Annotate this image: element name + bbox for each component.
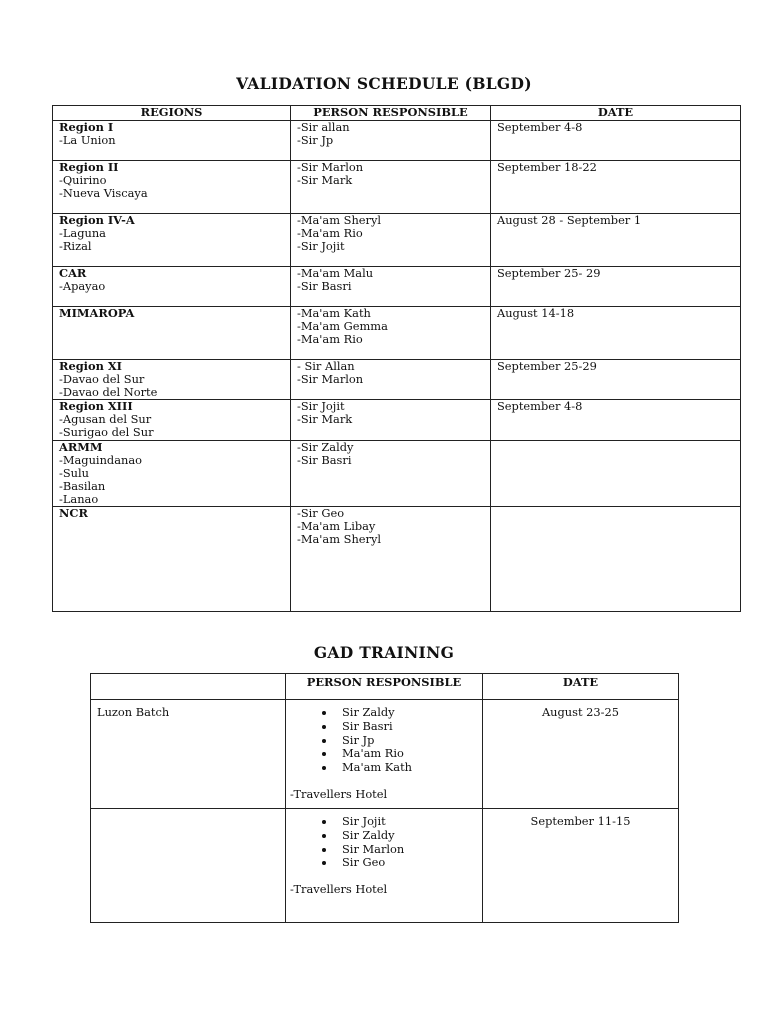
person-name: - Sir Allan xyxy=(297,359,355,373)
province-name: -La Union xyxy=(59,133,116,148)
region-name: Region XI xyxy=(59,359,123,373)
person-list xyxy=(292,815,482,870)
validation-schedule-title: VALIDATION SCHEDULE (BLGD) xyxy=(236,74,532,93)
region-name: NCR xyxy=(59,506,88,521)
table-row xyxy=(91,700,679,809)
person-name: -Sir Jp xyxy=(297,133,334,148)
person-name: -Ma'am Libay xyxy=(297,519,376,534)
date-cell xyxy=(491,267,741,307)
table-row xyxy=(53,440,741,506)
date-cell xyxy=(491,161,741,214)
person-responsible-cell xyxy=(291,161,491,214)
date-cell xyxy=(491,307,741,360)
batch-cell xyxy=(91,809,286,923)
region-cell xyxy=(53,440,291,506)
date-value: September 25- 29 xyxy=(497,266,601,280)
gad-training-table xyxy=(90,673,679,923)
person-name: -Sir Zaldy xyxy=(297,439,354,454)
column-header-batch xyxy=(91,674,286,700)
region-cell xyxy=(53,121,291,161)
date-cell xyxy=(491,507,741,612)
region-cell xyxy=(53,507,291,612)
table-row xyxy=(53,307,741,360)
person-list xyxy=(292,706,482,775)
date-value: September 11-15 xyxy=(530,814,631,828)
person-responsible-cell xyxy=(291,400,491,440)
region-name: Region XIII xyxy=(59,399,133,414)
person-name: -Sir Marlon xyxy=(297,372,364,387)
list-item: • Sir Zaldy xyxy=(336,706,482,720)
person-name: -Sir Jojit xyxy=(297,239,345,254)
province-name: -Sulu xyxy=(59,465,89,480)
person-responsible-cell xyxy=(291,440,491,506)
person-name: -Sir Basri xyxy=(297,452,352,467)
date-value: September 4-8 xyxy=(497,120,583,134)
region-name: Region IV-A xyxy=(59,213,135,227)
person-responsible-cell xyxy=(291,307,491,360)
date-cell xyxy=(491,121,741,161)
region-cell xyxy=(53,400,291,440)
table-row xyxy=(53,360,741,400)
list-item: • Sir Geo xyxy=(336,856,482,870)
date-value: September 4-8 xyxy=(497,399,583,414)
province-name: -Basilan xyxy=(59,478,106,493)
person-name: -Sir Mark xyxy=(297,173,353,188)
province-name: -Lanao xyxy=(59,491,99,506)
venue-text: -Travellers Hotel xyxy=(290,786,388,801)
person-name: -Ma'am Sheryl xyxy=(297,532,382,547)
list-item: • Sir Marlon xyxy=(336,843,482,857)
person-name: -Ma'am Gemma xyxy=(297,319,388,334)
column-header-date: DATE xyxy=(483,674,679,700)
column-header-person-responsible: PERSON RESPONSIBLE xyxy=(291,106,491,121)
column-header-regions: REGIONS xyxy=(53,106,291,121)
region-cell xyxy=(53,307,291,360)
table-row xyxy=(53,400,741,440)
date-cell xyxy=(491,440,741,506)
list-item: • Sir Jojit xyxy=(336,815,482,829)
table-header-row xyxy=(53,106,741,121)
list-item: • Sir Jp xyxy=(336,734,482,748)
person-name: -Ma'am Kath xyxy=(297,306,371,320)
province-name: -Apayao xyxy=(59,279,106,294)
region-cell xyxy=(53,360,291,400)
province-name: -Davao del Sur xyxy=(59,372,145,387)
person-name: -Ma'am Rio xyxy=(297,332,363,347)
list-item: • Sir Zaldy xyxy=(336,829,482,843)
table-row xyxy=(53,267,741,307)
person-responsible-cell xyxy=(291,507,491,612)
region-cell xyxy=(53,214,291,267)
list-item: • Sir Basri xyxy=(336,720,482,734)
table-header-row xyxy=(91,674,679,700)
person-name: -Sir Basri xyxy=(297,279,352,294)
person-name: -Ma'am Rio xyxy=(297,226,363,241)
date-cell xyxy=(483,809,679,923)
person-responsible-cell xyxy=(291,267,491,307)
province-name: -Agusan del Sur xyxy=(59,412,152,427)
person-responsible-cell xyxy=(286,809,483,923)
table-row xyxy=(53,161,741,214)
table-row xyxy=(53,214,741,267)
table-row xyxy=(53,121,741,161)
validation-schedule-table xyxy=(52,105,741,612)
gad-training-title: GAD TRAINING xyxy=(313,643,455,662)
province-name: -Surigao del Sur xyxy=(59,425,154,440)
venue-text: -Travellers Hotel xyxy=(290,882,388,897)
province-name: -Quirino xyxy=(59,173,107,188)
list-item: • Ma'am Rio xyxy=(336,747,482,761)
person-responsible-cell xyxy=(286,700,483,809)
region-name: CAR xyxy=(59,266,87,280)
date-value: August 14-18 xyxy=(497,306,575,320)
region-name: Region II xyxy=(59,160,119,174)
batch-name: Luzon Batch xyxy=(97,705,170,719)
person-responsible-cell xyxy=(291,360,491,400)
person-responsible-cell xyxy=(291,214,491,267)
person-name: -Sir Marlon xyxy=(297,160,364,174)
batch-cell xyxy=(91,700,286,809)
column-header-person-responsible: PERSON RESPONSIBLE xyxy=(286,674,483,700)
date-cell xyxy=(491,360,741,400)
region-name: MIMAROPA xyxy=(59,306,135,320)
person-name: -Ma'am Sheryl xyxy=(297,213,382,227)
region-cell xyxy=(53,161,291,214)
province-name: -Rizal xyxy=(59,239,92,254)
date-value: September 25-29 xyxy=(497,359,597,373)
region-name: ARMM xyxy=(59,439,103,454)
region-cell xyxy=(53,267,291,307)
table-row xyxy=(91,809,679,923)
date-value: August 23-25 xyxy=(541,705,620,719)
province-name: -Maguindanao xyxy=(59,452,142,467)
date-cell xyxy=(491,400,741,440)
province-name: -Laguna xyxy=(59,226,106,241)
province-name: -Nueva Viscaya xyxy=(59,186,148,201)
table-row xyxy=(53,507,741,612)
date-value: September 18-22 xyxy=(497,160,597,174)
list-item: • Ma'am Kath xyxy=(336,761,482,775)
date-value: August 28 - September 1 xyxy=(497,213,642,227)
person-name: -Sir allan xyxy=(297,120,350,134)
person-name: -Sir Mark xyxy=(297,412,353,427)
region-name: Region I xyxy=(59,120,114,134)
column-header-date: DATE xyxy=(491,106,741,121)
person-name: -Sir Jojit xyxy=(297,399,345,414)
date-cell xyxy=(491,214,741,267)
person-name: -Ma'am Malu xyxy=(297,266,374,280)
person-name: -Sir Geo xyxy=(297,506,345,521)
person-responsible-cell xyxy=(291,121,491,161)
province-name: -Davao del Norte xyxy=(59,385,158,400)
date-cell xyxy=(483,700,679,809)
